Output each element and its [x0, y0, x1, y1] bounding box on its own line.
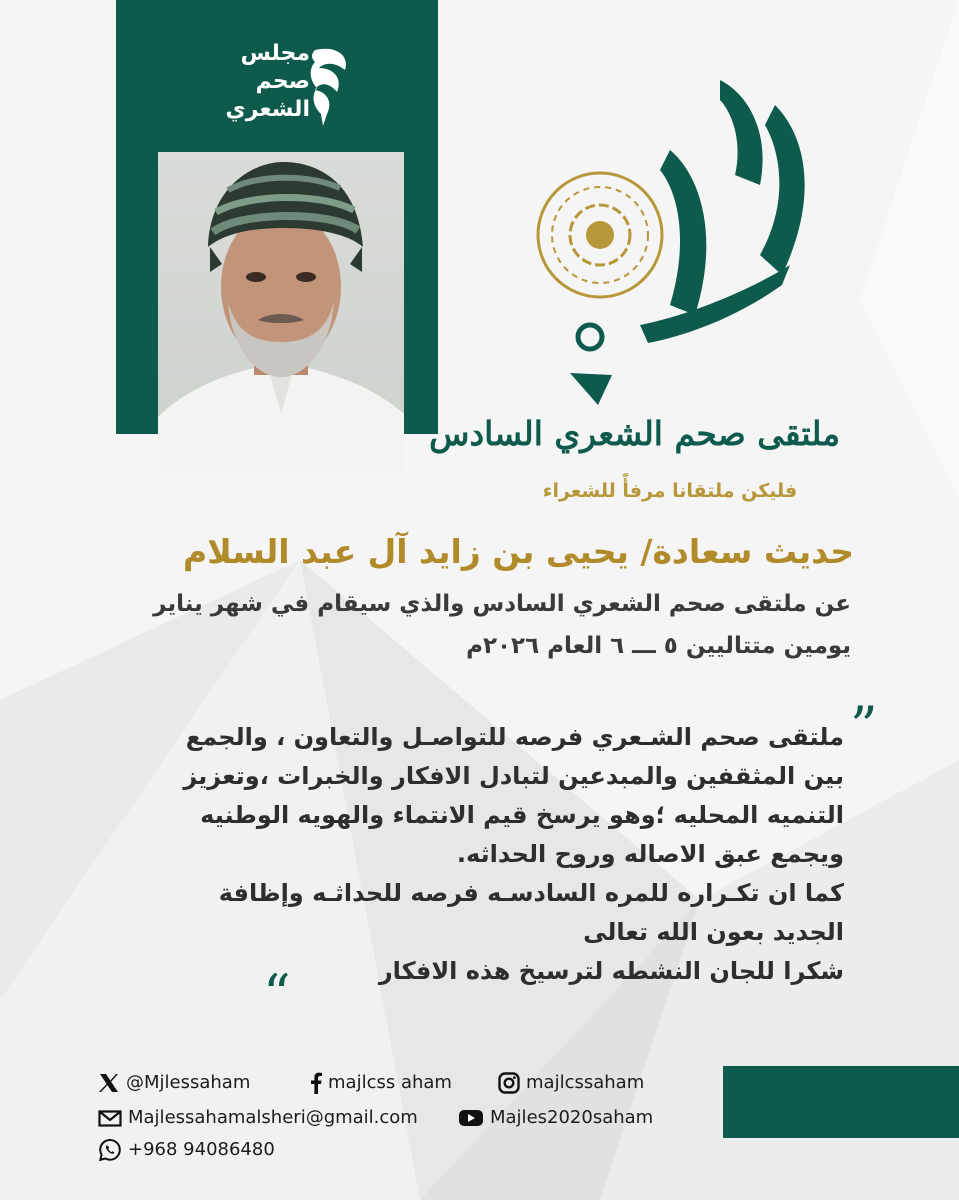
envelope-icon	[98, 1108, 122, 1128]
quote-line: ويجمع عبق الاصاله وروح الحداثه.	[456, 840, 844, 868]
youtube-contact[interactable]	[458, 1106, 653, 1130]
whatsapp-number[interactable]: +968 94086480	[128, 1139, 275, 1160]
event-title: ملتقى صحم الشعري السادس	[429, 414, 840, 453]
x-handle[interactable]: @Mjlessaham	[126, 1072, 251, 1093]
portrait-photo	[158, 152, 404, 472]
whatsapp-icon	[98, 1138, 122, 1162]
event-slogan: فليكن ملتقانا مرفأً للشعراء	[542, 480, 798, 502]
brand-line: الشعري	[225, 97, 310, 122]
instagram-contact[interactable]	[498, 1071, 644, 1095]
brand-line: صحم	[255, 69, 310, 94]
instagram-icon	[498, 1072, 520, 1094]
quote-body	[74, 718, 844, 991]
youtube-channel[interactable]: Majles2020saham	[490, 1107, 654, 1128]
brand-logo-text	[200, 40, 310, 124]
youtube-icon	[458, 1108, 484, 1128]
event-description-line: عن ملتقى صحم الشعري السادس والذي سيقام في شهر يناير	[153, 591, 851, 617]
x-icon	[98, 1073, 120, 1093]
event-date-line: يومين متتاليين ٥ ـــ ٦ العام ٢٠٢٦م	[466, 633, 851, 659]
facebook-icon	[310, 1072, 322, 1094]
quote-open-mark: ”	[850, 695, 878, 758]
instagram-handle[interactable]: majlcssaham	[526, 1072, 645, 1093]
footer-accent-block	[723, 1066, 959, 1138]
quote-line: شكرا للجان النشطه لترسيخ هذه الافكار	[378, 957, 844, 985]
quote-line: ملتقى صحم الشـعري فرصه للتواصـل والتعاون ، والجمع	[185, 723, 844, 751]
speaker-headline: حديث سعادة/ يحيى بن زايد آل عبد السلام	[183, 532, 854, 571]
whatsapp-contact[interactable]	[98, 1138, 275, 1162]
event-calligraphy-logo	[520, 75, 840, 435]
x-contact[interactable]	[98, 1071, 250, 1095]
email-address[interactable]: Majlessahamalsheri@gmail.com	[128, 1107, 418, 1128]
quote-line: الجديد بعون الله تعالى	[583, 918, 844, 946]
brand-line: مجلس	[240, 41, 310, 66]
facebook-contact[interactable]	[310, 1071, 452, 1095]
quill-logo-icon	[305, 40, 355, 130]
quote-line: كما ان تكـراره للمره السادسـه فرصه للحداثـه وإظافة	[218, 879, 844, 907]
facebook-handle[interactable]: majlcss aham	[328, 1072, 452, 1093]
quote-close-mark: “	[263, 963, 291, 1026]
quote-line: التنميه المحليه ؛وهو يرسخ قيم الانتماء والهويه الوطنيه	[200, 801, 844, 829]
email-contact[interactable]	[98, 1106, 418, 1130]
quote-line: بين المثقفين والمبدعين لتبادل الافكار والخبرات ،وتعزيز	[183, 762, 844, 790]
